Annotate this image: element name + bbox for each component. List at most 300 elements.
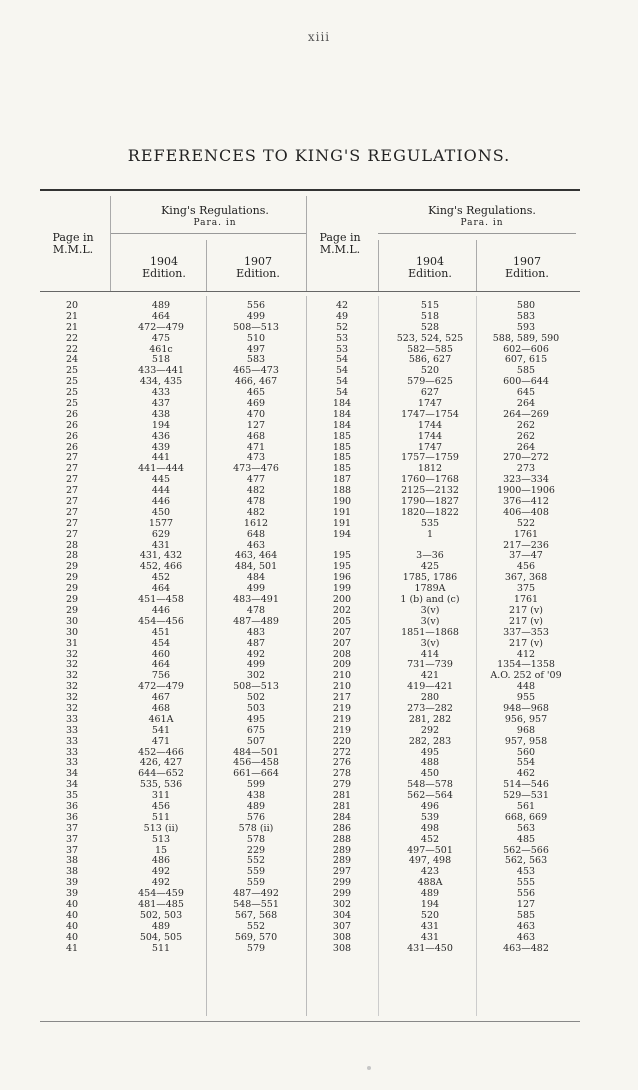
table-cell: 1354—1358 [497,659,555,671]
table-cell: 1761 [513,594,539,606]
table-cell: 26 [65,430,79,442]
table-row [0,355,638,366]
table-cell: 648 [246,528,266,540]
table-cell: 27 [65,506,79,518]
table-row [0,715,638,726]
table-cell: 229 [246,844,266,856]
table-cell: 675 [246,724,266,736]
table-cell: 473—476 [233,463,279,475]
table-cell: 600—644 [503,376,549,388]
table-cell: 289 [332,844,352,856]
table-row [0,301,638,312]
table-cell: 485 [516,833,536,845]
table-row [0,639,638,650]
table-cell: 644—652 [138,768,184,780]
table-cell: 563 [516,822,536,834]
table-cell: 281 [332,800,352,812]
table-cell: 40 [65,898,79,910]
table-cell: 375 [516,583,536,595]
table-cell: 475 [151,332,171,344]
table-row [0,519,638,530]
table-row [0,530,638,541]
table-cell: 307 [332,920,352,932]
table-cell: 208 [332,648,352,660]
page-title: REFERENCES TO KING'S REGULATIONS. [127,146,511,165]
table-cell: 438 [246,790,266,802]
table-cell: 515 [420,300,440,311]
table-cell: 25 [65,398,79,410]
references-table [0,301,638,954]
column-divider [206,240,207,291]
table-cell: 32 [65,681,79,693]
table-cell: 21 [65,321,79,333]
table-cell: 463 [516,931,536,943]
table-cell: 556 [516,888,536,900]
table-cell: 668, 669 [504,811,548,823]
table-row [0,584,638,595]
table-cell: 2125—2132 [401,485,459,497]
table-cell: 456 [516,561,536,573]
table-cell: 661—664 [233,768,279,780]
table-cell: 1747 [417,441,443,453]
table-cell: 559 [246,866,266,878]
table-cell: 205 [332,615,352,627]
table-cell: 453 [516,866,536,878]
table-cell: 27 [65,528,79,540]
table-row [0,758,638,769]
table-cell: 535, 536 [139,779,183,791]
table-cell: 478 [246,604,266,616]
table-cell: 1790—1827 [401,496,459,508]
table-cell: 200 [332,594,352,606]
table-bottom-rule [40,1021,580,1022]
table-row [0,312,638,323]
table-cell: 22 [65,343,79,355]
table-cell: 36 [65,800,79,812]
table-cell: 26 [65,441,79,453]
table-cell: 514—546 [503,779,549,791]
table-cell: 423 [420,866,440,878]
left-page-in-header: Page in M.M.L. [52,231,94,256]
table-cell: 40 [65,931,79,943]
table-cell: 580 [516,300,536,311]
table-cell: 484—501 [233,746,279,758]
table-cell: 191 [332,506,352,518]
table-cell: 497, 498 [408,855,452,867]
table-cell: 32 [65,670,79,682]
table-row [0,889,638,900]
table-cell: 468 [246,430,266,442]
table-cell: 492 [151,866,171,878]
table-cell: 35 [65,790,79,802]
table-cell: 495 [420,746,440,758]
table-cell: 199 [332,583,352,595]
table-cell: 3(v) [420,615,440,627]
left-kings-regs-header: King's Regulations. Para. in [161,204,269,228]
table-cell: 522 [516,517,536,529]
table-cell: 438 [151,408,171,420]
table-cell: 272 [332,746,352,758]
table-cell: 492 [246,648,266,660]
table-cell: 187 [332,474,352,486]
table-cell: 948—968 [503,702,549,714]
table-cell: 38 [65,855,79,867]
table-cell: 454 [151,637,171,649]
table-row [0,453,638,464]
table-cell: 520 [420,909,440,921]
table-cell: 441—444 [138,463,184,475]
table-cell: 497 [246,343,266,355]
table-cell: 1785, 1786 [402,572,458,584]
table-cell: 489 [420,888,440,900]
table-cell: 1577 [148,517,174,529]
table-cell: 569, 570 [234,931,278,943]
table-cell: 273—282 [407,702,453,714]
table-cell: 471 [151,735,171,747]
table-cell: 502 [246,692,266,704]
table-cell: 548—578 [407,779,453,791]
table-cell: 34 [65,768,79,780]
table-row [0,671,638,682]
table-cell: 579—625 [407,376,453,388]
table-cell: 32 [65,648,79,660]
table-cell: 439 [151,441,171,453]
table-cell: 40 [65,909,79,921]
table-cell: 433—441 [138,365,184,377]
table-cell: 562—564 [407,790,453,802]
table-cell: 1761 [513,528,539,540]
table-cell: 33 [65,757,79,769]
table-cell: 217—236 [503,539,549,551]
table-cell: 184 [332,398,352,410]
table-cell: 559 [246,877,266,889]
table-cell: 588, 589, 590 [492,332,560,344]
table-cell: 33 [65,724,79,736]
table-cell: 26 [65,419,79,431]
table-cell: 454—456 [138,615,184,627]
table-cell: 434, 435 [139,376,183,388]
table-cell: 756 [151,670,171,682]
table-cell: 460 [151,648,171,660]
table-cell: 511 [151,811,171,823]
table-cell: 219 [332,713,352,725]
table-cell: 28 [65,539,79,551]
table-cell: 20 [65,300,79,311]
table-cell: 957, 958 [504,735,548,747]
table-cell: 3(v) [420,637,440,649]
table-cell: 419—421 [407,681,453,693]
table-cell: 513 [151,833,171,845]
table-cell: 968 [516,724,536,736]
table-cell: 1747 [417,398,443,410]
table-cell: 367, 368 [504,572,548,584]
table-cell: 437 [151,398,171,410]
table-cell: 469 [246,398,266,410]
table-cell: 185 [332,463,352,475]
table-cell: 27 [65,517,79,529]
table-cell: 465—473 [233,365,279,377]
table-cell: 54 [335,387,349,399]
table-row [0,856,638,867]
table-cell: 578 [246,833,266,845]
table-cell: 29 [65,594,79,606]
table-cell: 25 [65,365,79,377]
table-cell: 185 [332,452,352,464]
table-cell: 308 [332,931,352,943]
table-cell: 37 [65,833,79,845]
table-cell: 28 [65,550,79,562]
table-cell: 454—459 [138,888,184,900]
table-cell: 1851—1868 [401,626,459,638]
table-row [0,824,638,835]
table-cell: 1744 [417,430,443,442]
table-cell: 308 [332,942,352,954]
table-cell: 520 [420,365,440,377]
table-row [0,944,638,955]
table-cell: 30 [65,615,79,627]
table-cell: 583 [516,310,536,322]
table-cell: 302 [246,670,266,682]
table-cell: 217 (v) [509,615,543,627]
table-cell: 304 [332,909,352,921]
table-cell: 29 [65,561,79,573]
table-row [0,878,638,889]
table-cell: 510 [246,332,266,344]
table-row [0,432,638,443]
table-row [0,388,638,399]
table-cell: 471 [246,441,266,453]
table-cell: 502, 503 [139,909,183,921]
table-cell: 1789A [414,583,446,595]
table-cell: 207 [332,626,352,638]
table-cell: 508—513 [233,681,279,693]
table-cell: 586, 627 [408,354,452,366]
table-cell: 25 [65,376,79,388]
table-cell: 446 [151,604,171,616]
table-cell: 284 [332,811,352,823]
table-cell: 31 [65,637,79,649]
table-cell: 462 [516,768,536,780]
table-row [0,867,638,878]
table-cell: 470 [246,408,266,420]
table-cell: 552 [246,855,266,867]
table-cell: 21 [65,310,79,322]
table-cell: 302 [332,898,352,910]
page-number: xiii [307,30,331,44]
table-row [0,573,638,584]
table-cell: 507 [246,735,266,747]
table-row [0,922,638,933]
table-cell: 15 [154,844,168,856]
table-cell: 463, 464 [234,550,278,562]
table-cell: 191 [332,517,352,529]
table-cell: 27 [65,474,79,486]
table-cell: 184 [332,419,352,431]
table-cell: 33 [65,735,79,747]
table-cell: 194 [420,898,440,910]
table-cell: 472—479 [138,321,184,333]
table-cell: 29 [65,583,79,595]
table-cell: 54 [335,354,349,366]
table-cell: 436 [151,430,171,442]
table-cell: 464 [151,659,171,671]
table-cell: 1744 [417,419,443,431]
table-cell: 1900—1906 [497,485,555,497]
table-cell: 53 [335,332,349,344]
table-cell: 1760—1768 [401,474,459,486]
column-divider [110,196,111,291]
table-cell: 576 [246,811,266,823]
table-cell: 210 [332,670,352,682]
table-cell: 578 (ii) [238,822,274,834]
header-bottom-rule [40,291,580,292]
table-cell: 421 [420,670,440,682]
table-cell: 498 [420,822,440,834]
table-cell: 528 [420,321,440,333]
right-1904-edition-header: 1904 Edition. [408,255,452,280]
table-cell: 1 [426,528,434,540]
table-row [0,791,638,802]
table-cell: 489 [151,920,171,932]
table-cell: 1 (b) and (c) [400,594,460,606]
table-cell: 956, 957 [504,713,548,725]
table-row [0,334,638,345]
table-cell: 281, 282 [408,713,452,725]
table-cell: 484, 501 [234,561,278,573]
table-cell: 561 [516,800,536,812]
table-cell: 518 [151,354,171,366]
table-cell: 202 [332,604,352,616]
table-cell: 24 [65,354,79,366]
table-cell: 426, 427 [139,757,183,769]
table-row [0,551,638,562]
table-cell: 441 [151,452,171,464]
table-cell: 188 [332,485,352,497]
table-cell: 33 [65,746,79,758]
table-cell: 464 [151,583,171,595]
table-cell: 273 [516,463,536,475]
table-cell: 431 [420,920,440,932]
left-1907-edition-header: 1907 Edition. [236,255,280,280]
table-cell: 38 [65,866,79,878]
table-cell: 487 [246,637,266,649]
table-cell: 562, 563 [504,855,548,867]
table-cell: 278 [332,768,352,780]
table-cell: 446 [151,496,171,508]
table-cell: 473 [246,452,266,464]
table-cell: 483 [246,626,266,638]
table-cell: 185 [332,430,352,442]
table-cell: 1757—1759 [401,452,459,464]
table-cell: 554 [516,757,536,769]
table-cell: 503 [246,702,266,714]
table-cell: 450 [151,506,171,518]
table-cell: 210 [332,681,352,693]
table-cell: 511 [151,942,171,954]
table-cell: 37 [65,822,79,834]
table-cell: 627 [420,387,440,399]
table-cell: 425 [420,561,440,573]
table-row [0,377,638,388]
table-cell: 461c [149,343,173,355]
table-cell: 279 [332,779,352,791]
table-cell: 582—585 [407,343,453,355]
table-cell: 282, 283 [408,735,452,747]
table-cell: 280 [420,692,440,704]
table-cell: 431—450 [407,942,453,954]
table-cell: 461A [148,713,174,725]
table-cell: 539 [420,811,440,823]
table-cell: 465 [246,387,266,399]
table-cell: 262 [516,419,536,431]
table-cell: 583 [246,354,266,366]
table-cell: 467 [151,692,171,704]
table-cell: 27 [65,496,79,508]
table-cell: 37 [65,844,79,856]
table-cell: 297 [332,866,352,878]
table-cell: 27 [65,485,79,497]
table-cell: 452 [420,833,440,845]
page-speck [367,1066,371,1070]
table-cell: 311 [151,790,171,802]
table-row [0,748,638,759]
table-row [0,835,638,846]
table-cell: 270—272 [503,452,549,464]
table-cell: 518 [420,310,440,322]
table-cell: 489 [246,800,266,812]
table-cell: 26 [65,408,79,420]
table-cell: 34 [65,779,79,791]
table-cell: 194 [151,419,171,431]
table-cell: 955 [516,692,536,704]
table-cell: 452—466 [138,746,184,758]
right-1907-edition-header: 1907 Edition. [505,255,549,280]
table-cell: 535 [420,517,440,529]
table-cell: 40 [65,920,79,932]
table-cell: 262 [516,430,536,442]
table-cell: 32 [65,659,79,671]
table-cell: 264 [516,441,536,453]
table-cell: 33 [65,713,79,725]
table-cell: 412 [516,648,536,660]
right-page-in-header: Page in M.M.L. [319,231,361,256]
table-cell: 451 [151,626,171,638]
table-cell: 39 [65,888,79,900]
table-cell: 219 [332,724,352,736]
table-cell: 468 [151,702,171,714]
table-cell: 29 [65,572,79,584]
table-cell: 42 [335,300,349,311]
table-cell: 448 [516,681,536,693]
table-cell: 484 [246,572,266,584]
table-cell: 209 [332,659,352,671]
table-row [0,682,638,693]
table-cell: 456—458 [233,757,279,769]
table-row [0,726,638,737]
table-cell: 27 [65,452,79,464]
table-cell: 196 [332,572,352,584]
table-cell: 499 [246,310,266,322]
table-cell: 731—739 [407,659,453,671]
table-cell: 52 [335,321,349,333]
table-cell: 3(v) [420,604,440,616]
table-cell: 323—334 [503,474,549,486]
table-cell: 54 [335,376,349,388]
table-cell: 376—412 [503,496,549,508]
table-cell: 607, 615 [504,354,548,366]
table-cell: 541 [151,724,171,736]
table-cell: 32 [65,702,79,714]
